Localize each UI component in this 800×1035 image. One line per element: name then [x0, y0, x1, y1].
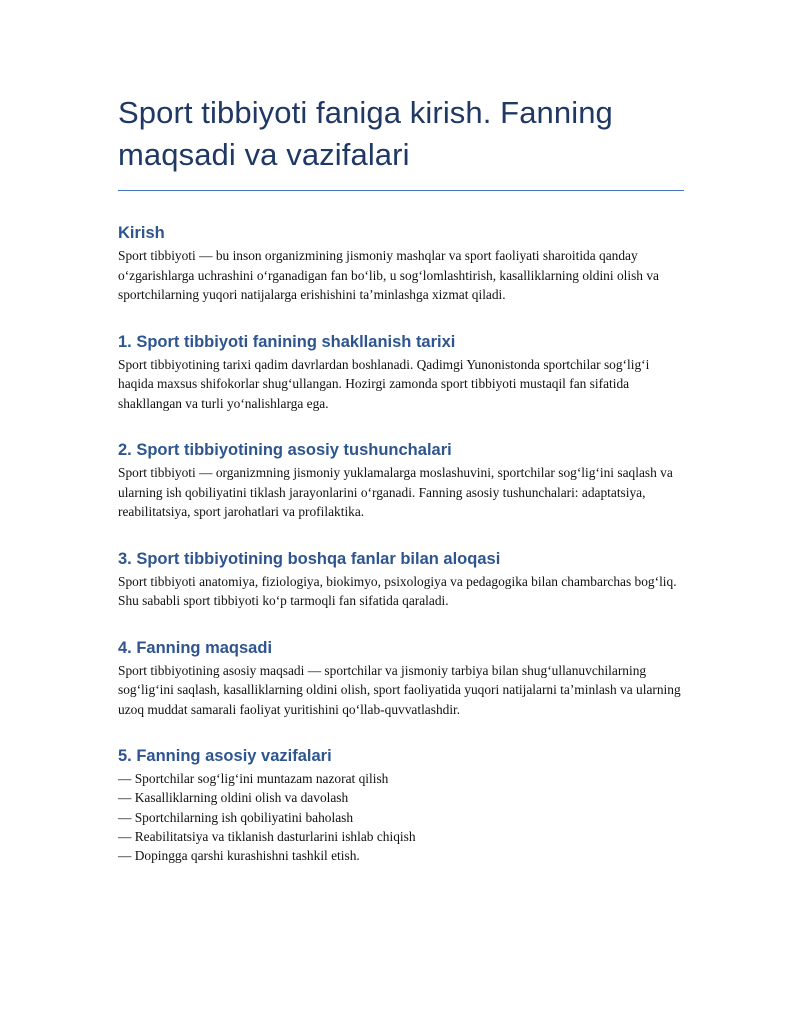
- section-body: Sport tibbiyotining tarixi qadim davrlardan boshlanadi. Qadimgi Yunonistonda sportchilar sogʻligʻi haqida maxsus shifokorlar shugʻullangan. Hozirgi zamonda sport tibbiyoti mustaqil fan sifatida shakllangan va turli yoʻnalishlarga ega.: [118, 356, 650, 411]
- document-page: [118, 92, 684, 865]
- document-title: Sport tibbiyoti faniga kirish. Fanning maqsadi va vazifalari: [118, 95, 613, 172]
- section-heading: 5. Fanning asosiy vazifalari: [118, 747, 332, 765]
- list-item: — Kasalliklarning oldini olish va davolash: [118, 790, 349, 806]
- section-tasks: [118, 745, 684, 865]
- section-heading: 3. Sport tibbiyotining boshqa fanlar bilan aloqasi: [118, 549, 501, 568]
- section-body: Sport tibbiyoti anatomiya, fiziologiya, biokimyo, psixologiya va pedagogika bilan chambarchas bogʻliq. Shu sababli sport tibbiyoti koʻp tarmoqli fan sifatida qaraladi.: [118, 573, 677, 608]
- section-goal: [118, 637, 684, 720]
- section-intro: [118, 222, 684, 305]
- list-item: — Sportchilarning ish qobiliyatini baholash: [118, 809, 354, 825]
- section-body: Sport tibbiyoti — bu inson organizmining jismoniy mashqlar va sport faoliyati sharoitida qanday oʻzgarishlarga uchrashini oʻrganadigan fan boʻlib, u sogʻlomlashtirish, kasalliklarning oldini olish va sportchilarning yuqori natijalarga erishishini taʼminlashga xizmat qiladi.: [118, 248, 659, 302]
- list-item: — Reabilitatsiya va tiklanish dasturlarini ishlab chiqish: [118, 828, 416, 844]
- section-history: [118, 331, 684, 414]
- section-relations: [118, 548, 684, 611]
- section-body: Sport tibbiyoti — organizmning jismoniy yuklamalarga moslashuvini, sportchilar sogʻligʻini saqlash va ularning ish qobiliyatini tiklash jarayonlarini oʻrganadi. Fanning asosiy tushunchalari: adaptatsiya, reabilitatsiya, sport jarohatlari va profilaktika.: [118, 465, 673, 519]
- section-heading: Kirish: [118, 224, 165, 242]
- section-heading: 2. Sport tibbiyotining asosiy tushunchalari: [118, 441, 452, 459]
- section-concepts: [118, 439, 684, 522]
- list-item: — Dopingga qarshi kurashishni tashkil etish.: [118, 848, 360, 864]
- section-heading: 1. Sport tibbiyoti fanining shakllanish tarixi: [118, 332, 456, 351]
- title-divider: [118, 190, 684, 191]
- section-body: Sport tibbiyotining asosiy maqsadi — sportchilar va jismoniy tarbiya bilan shugʻullanuvchilarning sogʻligʻini saqlash, kasalliklarning oldini olish, sport faoliyatida yuqori natijalarni taʼminlash va ularning uzoq muddat samarali faoliyat yuritishini qoʻllab-quvvatlashdir.: [118, 662, 681, 717]
- tasks-list: [118, 769, 684, 865]
- section-heading: 4. Fanning maqsadi: [118, 638, 273, 657]
- list-item: — Sportchilar sogʻligʻini muntazam nazorat qilish: [118, 771, 389, 786]
